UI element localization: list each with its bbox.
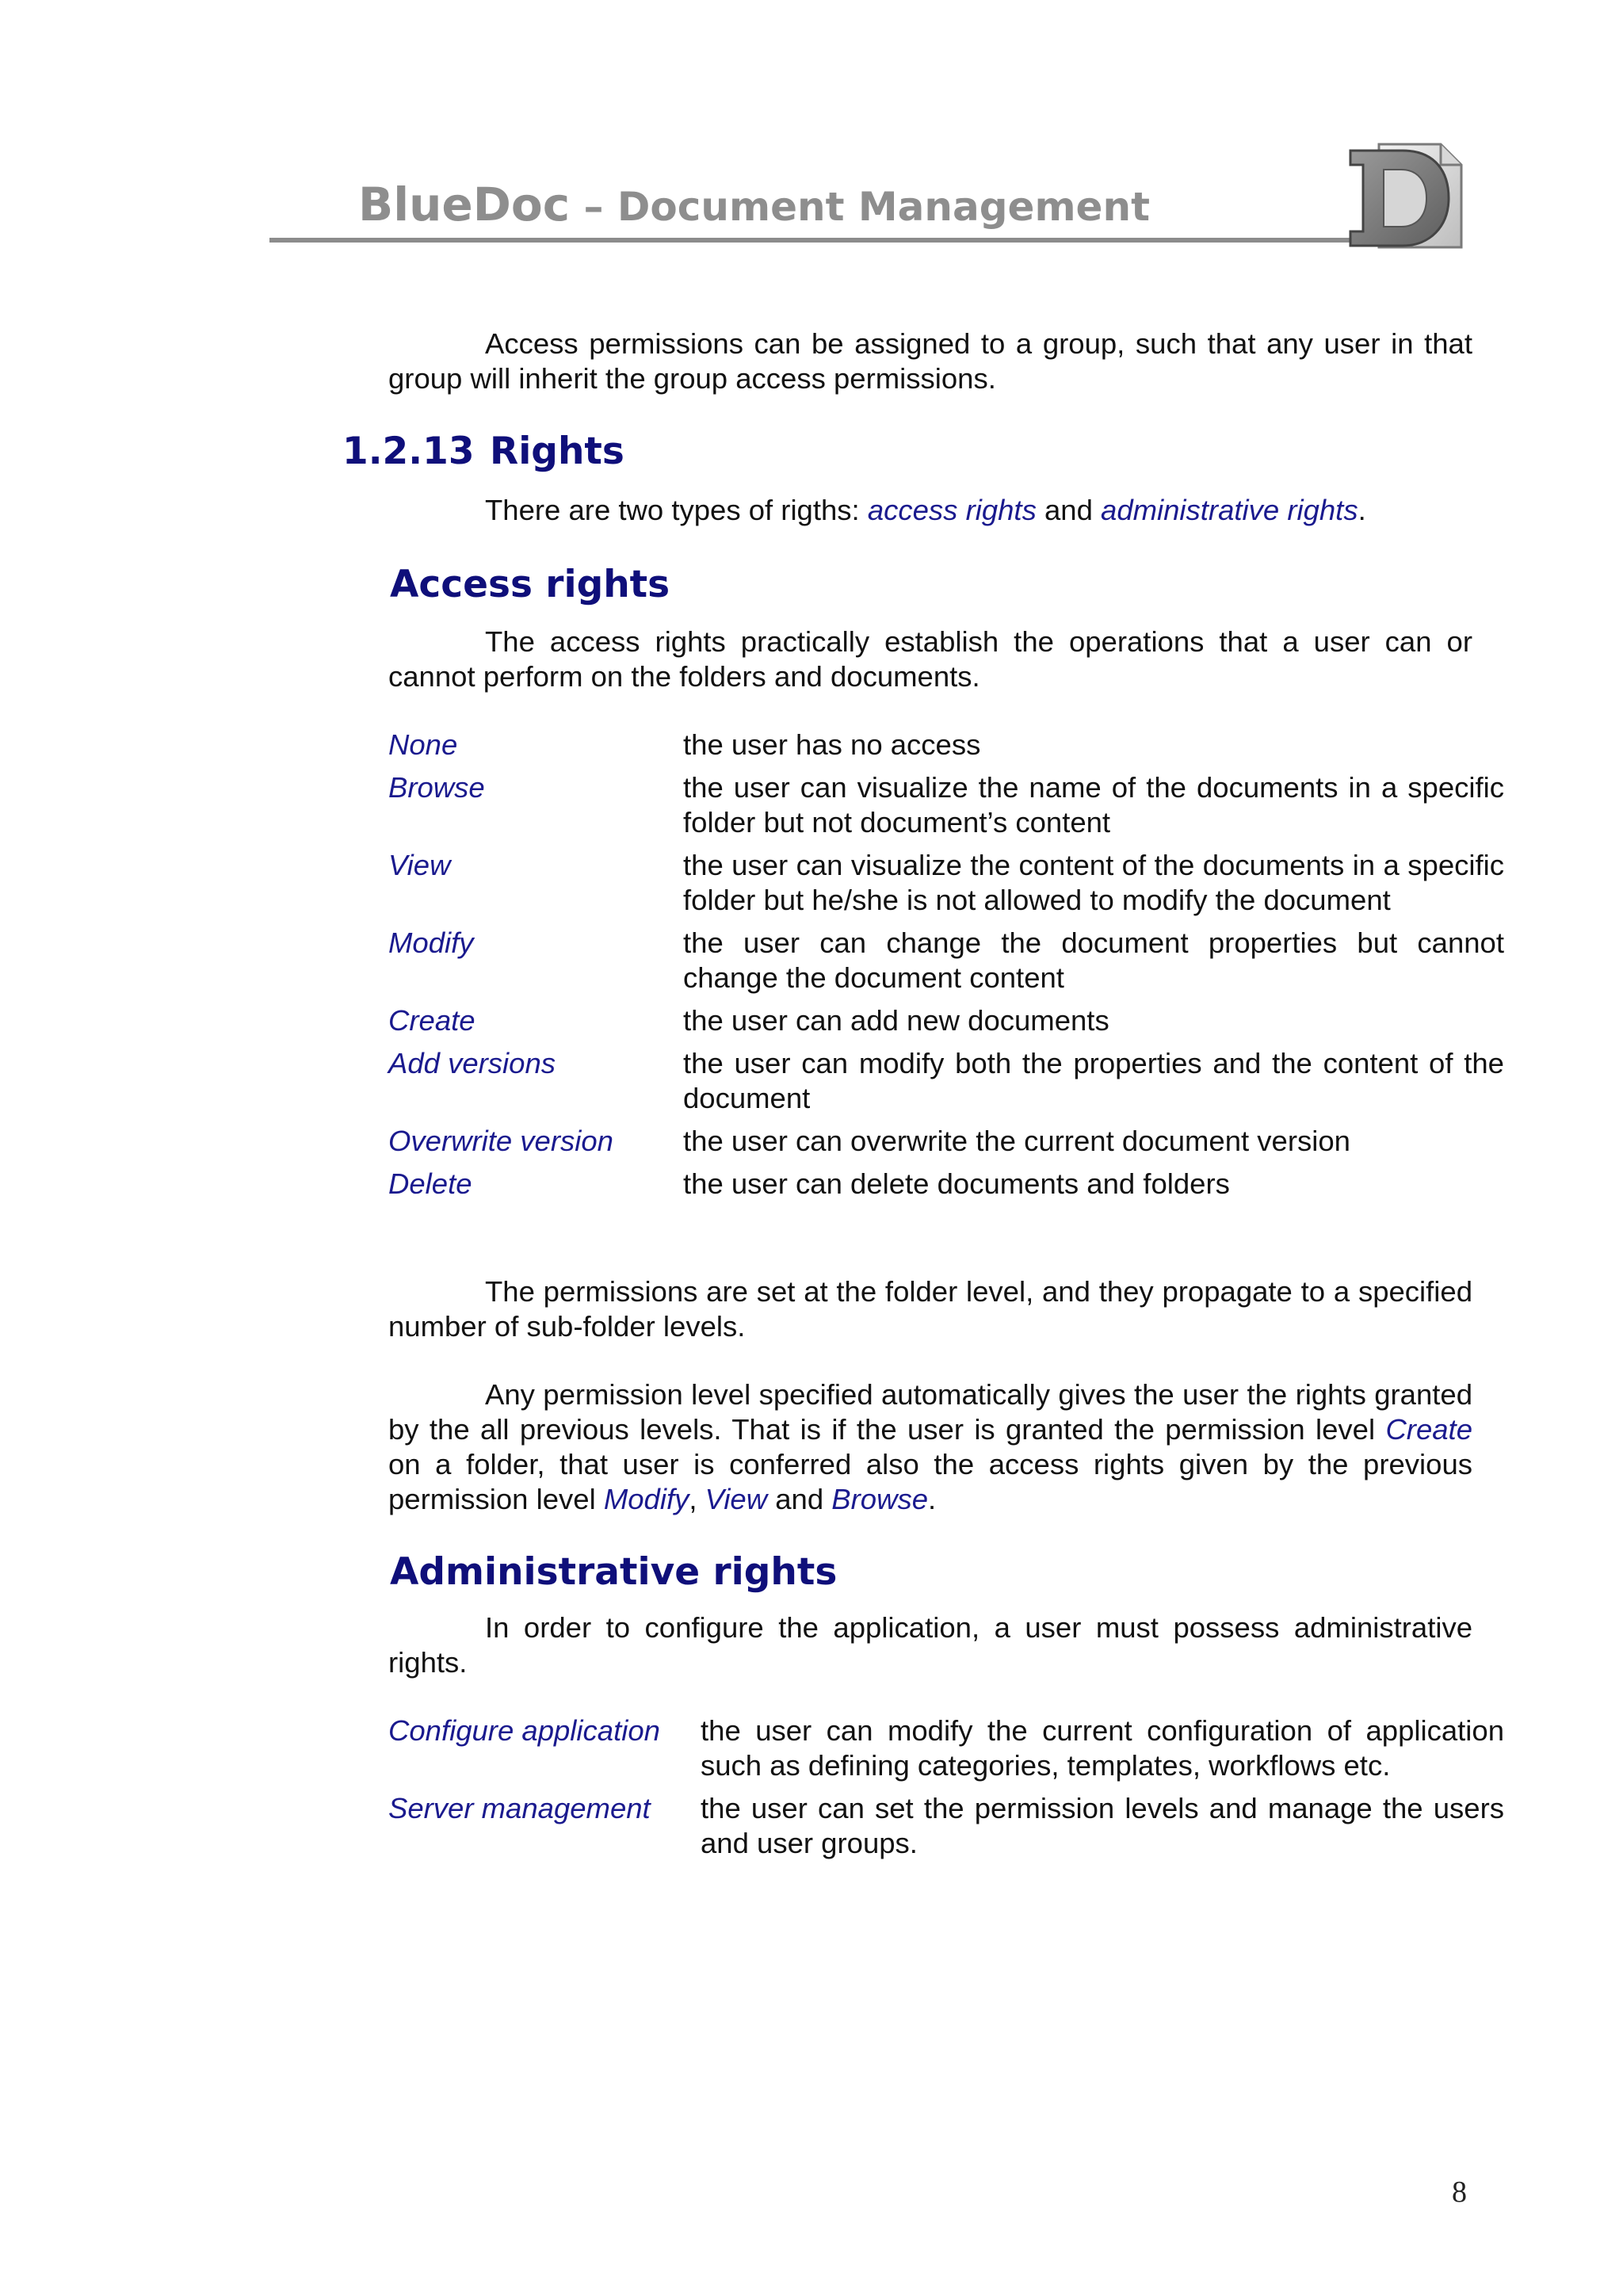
paragraph-text: on a folder, that user is conferred also the access rights given by the previous permission level xyxy=(388,1448,1472,1515)
right-description: the user can delete documents and folders xyxy=(683,1167,1230,1200)
administrative-rights-list xyxy=(388,1713,1504,1869)
right-description: the user can modify both the properties and the content of the document xyxy=(683,1047,1504,1114)
paragraph-text: and xyxy=(767,1483,832,1515)
list-item xyxy=(388,848,1504,918)
section-lead xyxy=(485,493,1476,528)
paragraph-text: Any permission level specified automatically gives the user the rights granted by the all previous levels. That is if the user is granted the permission level xyxy=(388,1378,1472,1446)
intro-paragraph: Access permissions can be assigned to a group, such that any user in that group will inherit the group access permissions. xyxy=(388,327,1472,395)
right-description: the user can set the permission levels and manage the users and user groups. xyxy=(701,1792,1504,1859)
document-title xyxy=(358,178,1150,231)
term-browse: Browse xyxy=(831,1483,929,1515)
right-term: Browse xyxy=(388,771,485,804)
lead-text: and xyxy=(1036,494,1102,526)
right-term: Create xyxy=(388,1004,475,1037)
header-divider xyxy=(269,238,1379,243)
right-term: View xyxy=(388,849,451,881)
list-item xyxy=(388,1791,1504,1861)
term-create: Create xyxy=(1385,1413,1472,1446)
list-item xyxy=(388,1003,1504,1038)
list-item xyxy=(388,770,1504,840)
list-item xyxy=(388,1046,1504,1116)
access-rights-intro: The access rights practically establish the operations that a user can or cannot perform on the folders and documents. xyxy=(388,625,1472,693)
right-term: Server management xyxy=(388,1792,651,1824)
list-item xyxy=(388,728,1504,762)
right-description: the user can modify the current configuration of application such as defining categories, templates, workflows etc. xyxy=(701,1714,1504,1782)
right-term: Configure application xyxy=(388,1714,660,1747)
lead-term-administrative-rights: administrative rights xyxy=(1101,494,1358,526)
list-item xyxy=(388,926,1504,995)
term-modify: Modify xyxy=(603,1483,689,1515)
propagation-paragraph: The permissions are set at the folder level, and they propagate to a specified number of sub-folder levels. xyxy=(388,1275,1472,1343)
list-item xyxy=(388,1124,1504,1159)
administrative-rights-heading: Administrative rights xyxy=(390,1550,838,1594)
right-description: the user can add new documents xyxy=(683,1004,1109,1037)
right-term: Modify xyxy=(388,926,474,959)
title-dash: – xyxy=(570,184,617,230)
lead-text: There are two types of rigths: xyxy=(485,494,868,526)
list-item xyxy=(388,1167,1504,1201)
lead-term-access-rights: access rights xyxy=(867,494,1037,526)
inheritance-paragraph xyxy=(388,1377,1472,1517)
paragraph-text: , xyxy=(689,1483,705,1515)
brand-name: BlueDoc xyxy=(358,178,571,231)
section-heading xyxy=(342,430,624,473)
page-number: 8 xyxy=(1452,2176,1467,2209)
right-description: the user can change the document properties but cannot change the document content xyxy=(683,926,1504,994)
right-term: None xyxy=(388,728,458,761)
title-subtitle: Document Management xyxy=(617,184,1150,230)
access-rights-heading: Access rights xyxy=(390,563,670,606)
right-description: the user has no access xyxy=(683,728,981,761)
right-description: the user can visualize the content of the documents in a specific folder but he/she is not allowed to modify the document xyxy=(683,849,1504,916)
lead-text: . xyxy=(1358,494,1366,526)
list-item xyxy=(388,1713,1504,1783)
right-term: Add versions xyxy=(388,1047,556,1079)
right-term: Overwrite version xyxy=(388,1125,613,1157)
right-term: Delete xyxy=(388,1167,472,1200)
bluedoc-d-logo-icon xyxy=(1347,135,1466,254)
section-title: Rights xyxy=(490,430,624,473)
access-rights-list xyxy=(388,728,1504,1209)
paragraph-text: . xyxy=(928,1483,937,1515)
section-number: 1.2.13 xyxy=(342,430,475,473)
administrative-rights-intro: In order to configure the application, a user must possess administrative rights. xyxy=(388,1611,1472,1679)
right-description: the user can overwrite the current document version xyxy=(683,1125,1350,1157)
page-header xyxy=(269,120,1474,255)
right-description: the user can visualize the name of the documents in a specific folder but not document’s content xyxy=(683,771,1504,839)
term-view: View xyxy=(705,1483,768,1515)
